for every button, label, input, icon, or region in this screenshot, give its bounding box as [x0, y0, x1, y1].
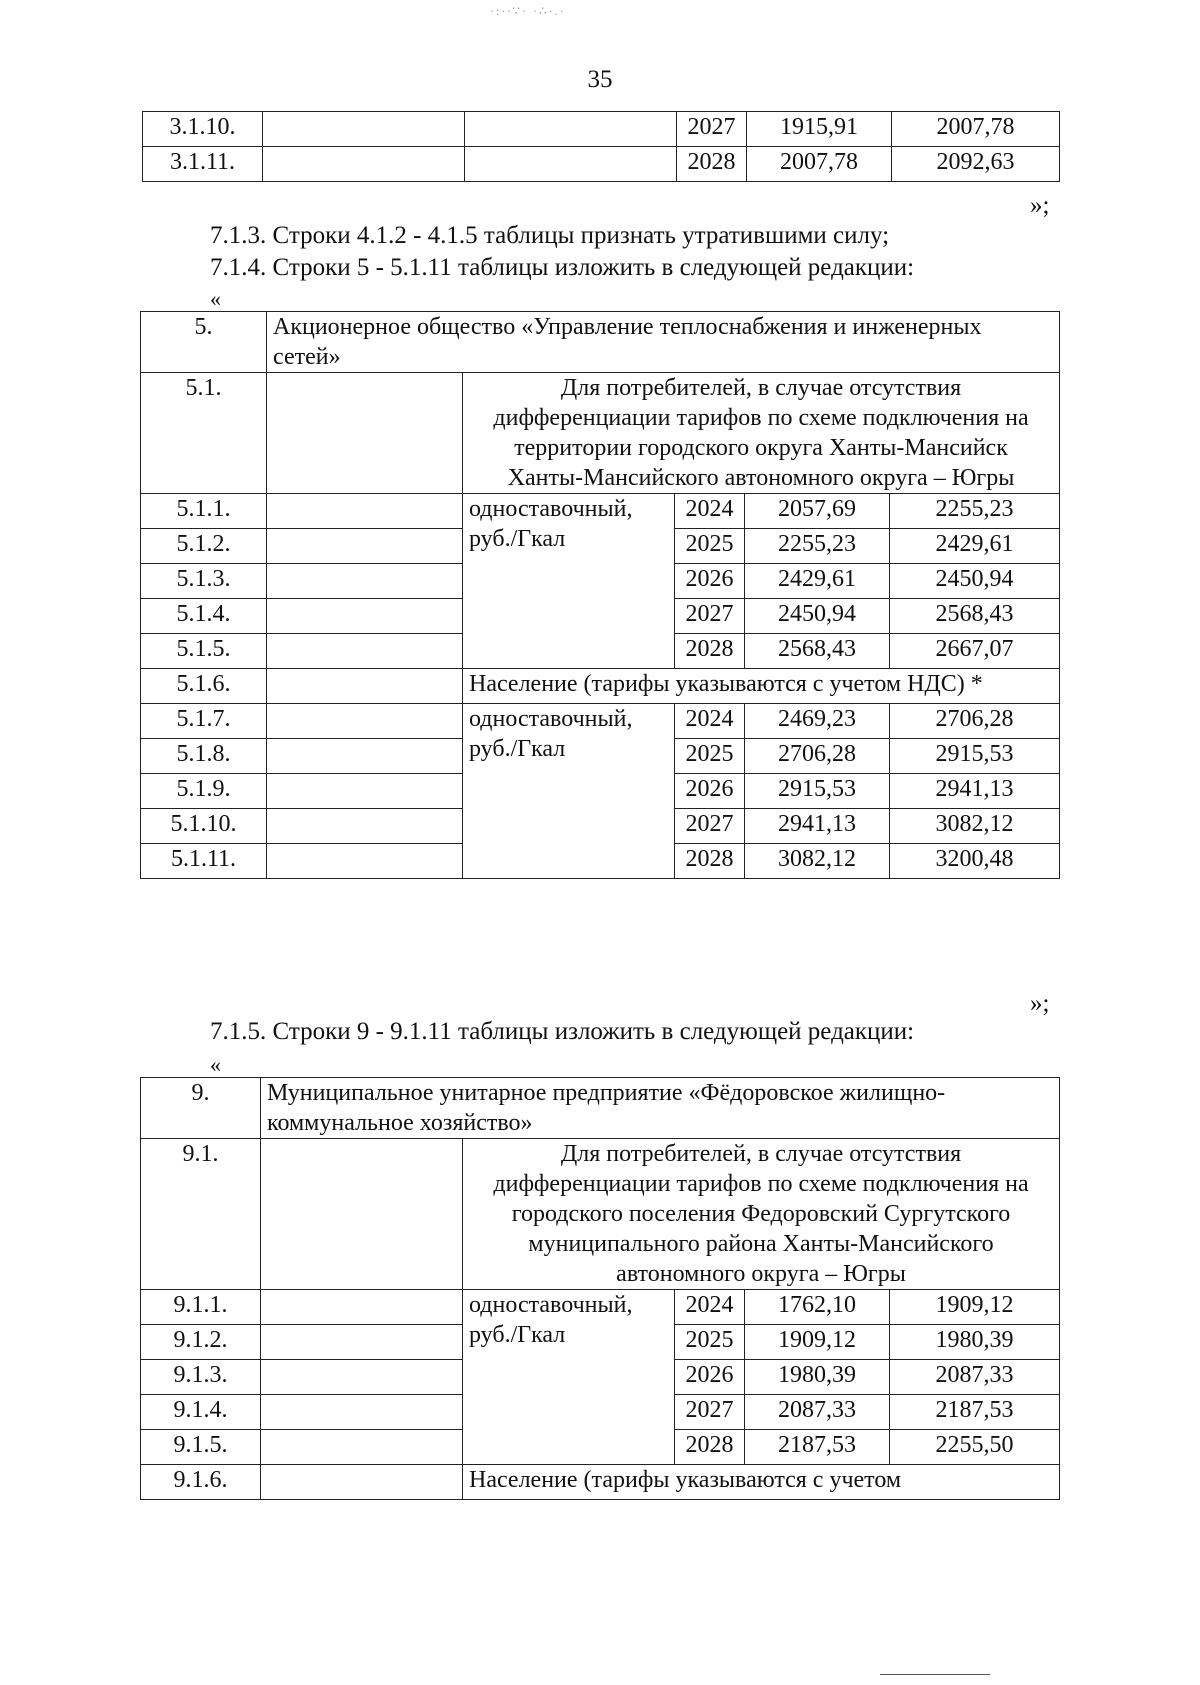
- value-cell: 2941,13: [745, 809, 890, 844]
- row-number: 9.1.: [141, 1139, 261, 1290]
- page-number: 35: [587, 66, 613, 93]
- paragraph-7-1-5: 7.1.5. Строки 9 - 9.1.11 таблицы изложить в следующей редакции:: [210, 1018, 915, 1045]
- row-number: 9.1.2.: [141, 1325, 261, 1360]
- value-cell: 1909,12: [890, 1290, 1060, 1325]
- row-number: 5.1.9.: [141, 774, 267, 809]
- closing-quote: »;: [1030, 990, 1050, 1017]
- value-cell: 2087,33: [745, 1395, 890, 1430]
- row-number: 9.1.3.: [141, 1360, 261, 1395]
- row-number: 5.1.11.: [141, 844, 267, 879]
- value-cell: 2667,07: [890, 634, 1060, 669]
- value-cell: 2568,43: [890, 599, 1060, 634]
- paragraph-7-1-3: 7.1.3. Строки 4.1.2 - 4.1.5 таблицы признать утратившими силу;: [210, 222, 890, 249]
- value-cell: 2429,61: [890, 529, 1060, 564]
- organization-name: Муниципальное унитарное предприятие «Фёдоровское жилищно-коммунальное хозяйство»: [261, 1078, 1060, 1139]
- row-number: 3.1.10.: [143, 112, 263, 147]
- value-cell: 2187,53: [890, 1395, 1060, 1430]
- scan-specks: ·:·∙∵· ·∴·.·: [490, 4, 566, 18]
- row-number: 5.1.4.: [141, 599, 267, 634]
- row-number: 5.1.6.: [141, 669, 267, 704]
- value-cell: 3200,48: [890, 844, 1060, 879]
- value-cell: 2941,13: [890, 774, 1060, 809]
- value-cell: 2255,50: [890, 1430, 1060, 1465]
- value-cell: 2092,63: [892, 147, 1060, 182]
- value-cell: 2706,28: [745, 739, 890, 774]
- value-cell: 2255,23: [745, 529, 890, 564]
- tariff-type: одноставочный, руб./Гкал: [463, 704, 675, 879]
- table-section-5: [140, 311, 1060, 879]
- organization-name: Акционерное общество «Управление теплоснабжения и инженерных сетей»: [267, 312, 1060, 373]
- row-number: 9.1.4.: [141, 1395, 261, 1430]
- value-cell: 2706,28: [890, 704, 1060, 739]
- tariff-type: одноставочный, руб./Гкал: [463, 494, 675, 669]
- table-row: [141, 704, 1060, 739]
- row-number: 9.1.1.: [141, 1290, 261, 1325]
- population-group-label: Население (тарифы указываются с учетом: [463, 1465, 1060, 1500]
- value-cell: 2007,78: [747, 147, 892, 182]
- year-cell: 2025: [675, 739, 745, 774]
- year-cell: 2024: [675, 704, 745, 739]
- row-number: 9.1.5.: [141, 1430, 261, 1465]
- row-number: 5.1.7.: [141, 704, 267, 739]
- value-cell: 2915,53: [745, 774, 890, 809]
- row-number: 9.: [141, 1078, 261, 1139]
- population-group-label: Население (тарифы указываются с учетом НДС) *: [463, 669, 1060, 704]
- row-number: 9.1.6.: [141, 1465, 261, 1500]
- consumer-group-description: Для потребителей, в случае отсутствия дифференциации тарифов по схеме подключения на территории городского округа Ханты-Мансийск Ханты-Мансийского автономного округа – Югры: [463, 373, 1060, 494]
- value-cell: 1909,12: [745, 1325, 890, 1360]
- closing-quote: »;: [1030, 192, 1050, 219]
- year-cell: 2028: [675, 634, 745, 669]
- year-cell: 2026: [675, 774, 745, 809]
- value-cell: 2915,53: [890, 739, 1060, 774]
- consumer-group-description: Для потребителей, в случае отсутствия дифференциации тарифов по схеме подключения на городского поселения Федоровский Сургутского муниципального района Ханты-Мансийского автономного округа – Югры: [463, 1139, 1060, 1290]
- value-cell: 2187,53: [745, 1430, 890, 1465]
- year-cell: 2027: [677, 112, 747, 147]
- row-number: 5.1.1.: [141, 494, 267, 529]
- value-cell: 2469,23: [745, 704, 890, 739]
- year-cell: 2028: [677, 147, 747, 182]
- tariff-type: одноставочный, руб./Гкал: [463, 1290, 675, 1465]
- row-number: 5.1.5.: [141, 634, 267, 669]
- year-cell: 2028: [675, 844, 745, 879]
- row-number: 5.1.2.: [141, 529, 267, 564]
- table-row: [141, 1078, 1060, 1139]
- value-cell: 1762,10: [745, 1290, 890, 1325]
- table-row: [141, 494, 1060, 529]
- row-number: 3.1.11.: [143, 147, 263, 182]
- table-section-9: [140, 1077, 1060, 1500]
- row-number: 5.1.8.: [141, 739, 267, 774]
- value-cell: 3082,12: [890, 809, 1060, 844]
- year-cell: 2025: [675, 1325, 745, 1360]
- table-row: [141, 1139, 1060, 1290]
- opening-quote: «: [210, 1052, 221, 1077]
- paragraph-7-1-4: 7.1.4. Строки 5 - 5.1.11 таблицы изложить в следующей редакции:: [210, 254, 915, 281]
- value-cell: 2429,61: [745, 564, 890, 599]
- row-number: 5.1.10.: [141, 809, 267, 844]
- year-cell: 2027: [675, 809, 745, 844]
- value-cell: 2057,69: [745, 494, 890, 529]
- value-cell: 2450,94: [890, 564, 1060, 599]
- year-cell: 2024: [675, 494, 745, 529]
- opening-quote: «: [210, 286, 221, 311]
- table-row: [143, 147, 1060, 182]
- row-number: 5.: [141, 312, 267, 373]
- value-cell: 2255,23: [890, 494, 1060, 529]
- value-cell: 1980,39: [890, 1325, 1060, 1360]
- table-row: [141, 312, 1060, 373]
- value-cell: 2087,33: [890, 1360, 1060, 1395]
- top-table: [142, 111, 1060, 182]
- value-cell: 1915,91: [747, 112, 892, 147]
- year-cell: 2027: [675, 599, 745, 634]
- value-cell: 3082,12: [745, 844, 890, 879]
- year-cell: 2028: [675, 1430, 745, 1465]
- table-row: [141, 373, 1060, 494]
- table-row: [141, 1465, 1060, 1500]
- value-cell: 2450,94: [745, 599, 890, 634]
- table-row: [141, 669, 1060, 704]
- value-cell: 2007,78: [892, 112, 1060, 147]
- year-cell: 2026: [675, 1360, 745, 1395]
- table-row: [143, 112, 1060, 147]
- table-row: [141, 1290, 1060, 1325]
- row-number: 5.1.3.: [141, 564, 267, 599]
- value-cell: 2568,43: [745, 634, 890, 669]
- footer-rule: [880, 1674, 990, 1675]
- value-cell: 1980,39: [745, 1360, 890, 1395]
- row-number: 5.1.: [141, 373, 267, 494]
- year-cell: 2027: [675, 1395, 745, 1430]
- year-cell: 2026: [675, 564, 745, 599]
- year-cell: 2025: [675, 529, 745, 564]
- year-cell: 2024: [675, 1290, 745, 1325]
